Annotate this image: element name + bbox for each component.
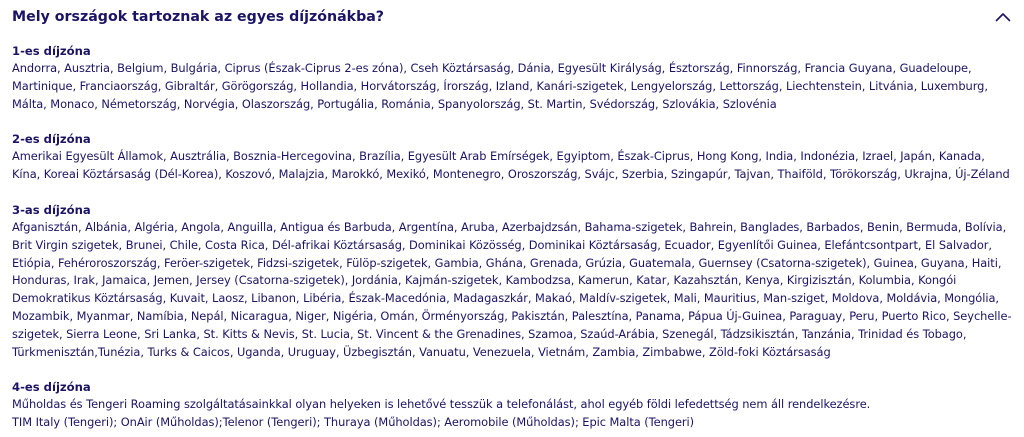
faq-question-title: Mely országok tartoznak az egyes díjzónákba? [12,9,385,25]
zone-description: Műholdas és Tengeri Roaming szolgáltatásainkkal olyan helyeken is lehetővé tesszük a telefonálást, ahol egyéb földi lefedettség nem áll rendelkezésre. [12,397,871,412]
zone-section-4 [12,378,1012,432]
chevron-up-icon[interactable] [992,7,1014,27]
zone-section-1 [12,42,1012,113]
zone-country-list: Amerikai Egyesült Államok, Ausztrália, Bosznia-Hercegovina, Brazília, Egyesült Arab Emírségek, Egyiptom, Észak-Ciprus, Hong Kong, India, Indonézia, Izrael, Japán, Kanada, Kína, Koreai Köztársaság (Dél-Korea), Koszovó, Malajzia, Marokkó, Mexikó, Montenegro, Oroszország, Svájc, Szerbia, Szingapúr, Tajvan, Thaiföld, Törökország, Ukrajna, Új-Zéland [12,149,1010,182]
zone-section-3 [12,201,1012,361]
zone-section-2 [12,130,1012,184]
zone-title: 1-es díjzóna [12,44,91,58]
zone-country-list: Afganisztán, Albánia, Algéria, Angola, Anguilla, Antigua és Barbuda, Argentína, Aruba, Azerbajdzsán, Bahama-szigetek, Bahrein, Banglades, Barbados, Benin, Bermuda, Bolívia, Brit Virgin szigetek, Brunei, Chile, Costa Rica, Dél-afrikai Köztársaság, Dominikai Közösség, Dominikai Köztársaság, Ecuador, Egyenlítői Guinea, Elefántcsontpart, El Salvador, Etiópia, Fehéroroszország, Feröer-szigetek, Fidzsi-szigetek, Fülöp-szigetek, Gambia, Ghána, Grenada, Grúzia, Guatemala, Guernsey (Csatorna-szigetek), Guinea, Guyana, Haiti, Honduras, Irak, Jamaica, Jemen, Jersey (Csatorna-szigetek), Jordánia, Kajmán-szigetek, Kambodzsa, Kamerun, Katar, Kazahsztán, Kenya, Kirgizisztán, Kolumbia, Kongói Demokratikus Köztársaság, Kuvait, Laosz, Libanon, Libéria, Észak-Macedónia, Madagaszkár, Makaó, Maldív-szigetek, Mali, Mauritius, Man-sziget, Moldova, Moldávia, Mongólia, Mozambik, Myanmar, Namíbia, Nepál, Nicaragua, Niger, Nigéria, Omán, Örményország, Pakisztán, Palesztína, Panama, Pápua Új-Guinea, Paraguay, Peru, Puerto Rico, Seychelle-szigetek, Sierra Leone, Sri Lanka, St. Kitts & Nevis, St. Lucia, St. Vincent & the Grenadines, Szamoa, Szaúd-Arábia, Szenegál, Tádzsikisztán, Tanzánia, Trinidad és Tobago, Türkmenisztán,Tunézia, Turks & Caicos, Uganda, Uruguay, Üzbegisztán, Vanuatu, Venezuela, Vietnám, Zambia, Zimbabwe, Zöld-foki Köztársaság [12,219,1012,359]
faq-answer [12,42,1012,432]
faq-question-header[interactable] [12,7,1012,27]
zone-operator-list: TIM Italy (Tengeri); OnAir (Műholdas);Telenor (Tengeri); Thuraya (Műholdas); Aeromobile (Műholdas); Epic Malta (Tengeri) [12,415,695,430]
zone-title: 3-as díjzóna [12,202,91,217]
zone-title: 4-es díjzóna [12,380,91,395]
zone-country-list: Andorra, Ausztria, Belgium, Bulgária, Ciprus (Észak-Ciprus 2-es zóna), Cseh Köztársaság, Dánia, Egyesült Királyság, Észtország, Finnország, Francia Guyana, Guadeloupe, Martinique, Franciaország, Gibraltár, Görögország, Hollandia, Horvátország, Írország, Izland, Kanári-szigetek, Lengyelország, Lettország, Liechtenstein, Litvánia, Luxemburg, Málta, Monaco, Németország, Norvégia, Olaszország, Portugália, Románia, Spanyolország, St. Martin, Svédország, Szlovákia, Szlovénia [12,61,988,111]
zone-title: 2-es díjzóna [12,132,91,147]
